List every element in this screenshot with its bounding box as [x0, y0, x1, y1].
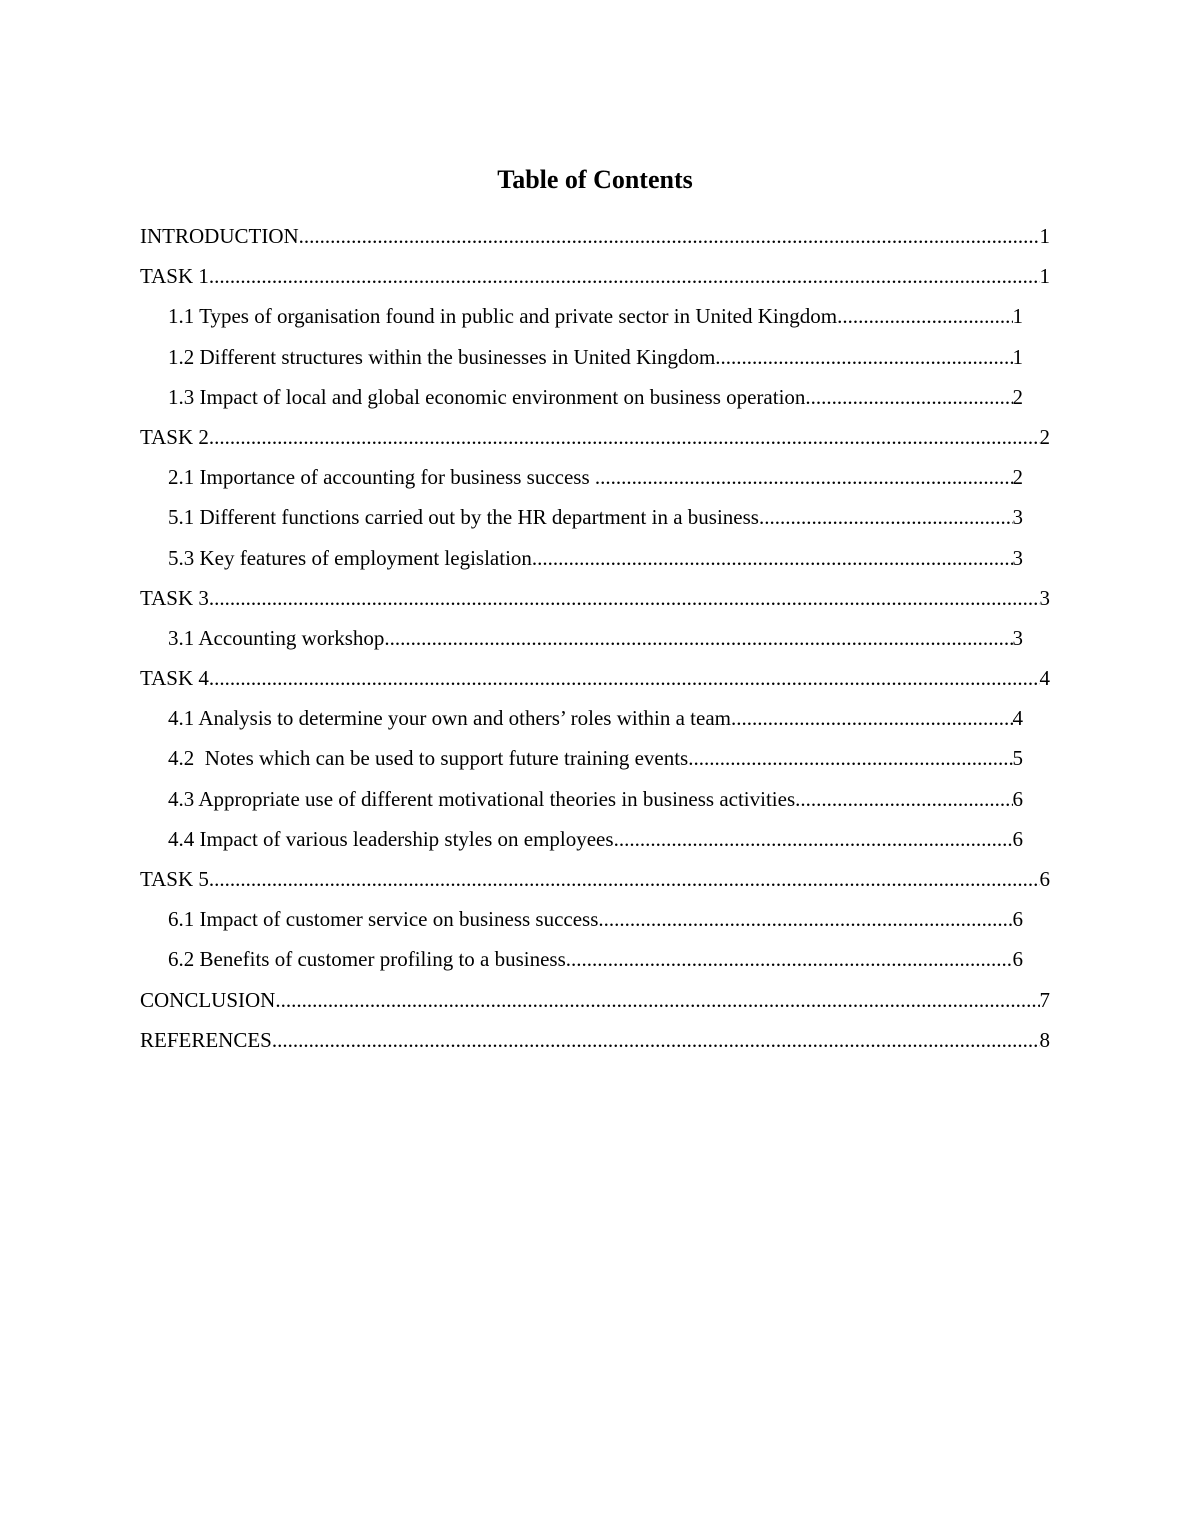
toc-entry-text: 4.2 Notes which can be used to support future training events	[168, 746, 689, 771]
toc-leader-dots	[688, 738, 1012, 778]
toc-entry-task-4[interactable]	[140, 658, 1050, 698]
toc-entry-task-5[interactable]	[140, 859, 1050, 899]
toc-entry-6-1[interactable]	[168, 899, 1023, 939]
toc-list	[0, 216, 1190, 1060]
toc-entry-4-1[interactable]	[168, 698, 1023, 738]
toc-page-number: 6	[1012, 826, 1023, 851]
toc-entry-1-2[interactable]	[168, 337, 1023, 377]
toc-entry-introduction[interactable]	[140, 216, 1050, 256]
toc-page-number: 6	[1012, 907, 1023, 932]
toc-leader-dots	[837, 296, 1012, 336]
toc-page-number: 3	[1012, 505, 1023, 530]
toc-entry-text: 1.3 Impact of local and global economic environment on business operation	[168, 384, 806, 409]
toc-page-number: 2	[1012, 384, 1023, 409]
toc-entry-6-2[interactable]	[168, 939, 1023, 979]
toc-entry-text: TASK 1	[140, 264, 209, 289]
toc-page-number: 2	[1039, 424, 1050, 449]
toc-leader-dots	[805, 377, 1012, 417]
toc-leader-dots	[731, 698, 1013, 738]
toc-leader-dots	[209, 658, 1040, 698]
toc-leader-dots	[715, 337, 1012, 377]
toc-entry-text: 2.1 Importance of accounting for business success	[168, 465, 595, 490]
toc-leader-dots	[209, 859, 1040, 899]
toc-entry-4-4[interactable]	[168, 819, 1023, 859]
toc-entry-text: 1.2 Different structures within the businesses in United Kingdom	[168, 344, 716, 369]
toc-page-number: 4	[1012, 706, 1023, 731]
page-title: Table of Contents	[497, 165, 693, 194]
toc-entry-text: 3.1 Accounting workshop	[168, 625, 385, 650]
toc-entry-text: TASK 2	[140, 424, 209, 449]
toc-page-number: 2	[1012, 465, 1023, 490]
toc-page-number: 6	[1012, 947, 1023, 972]
toc-entry-5-3[interactable]	[168, 538, 1023, 578]
toc-page-number: 1	[1039, 224, 1050, 248]
toc-entry-text: INTRODUCTION	[140, 224, 299, 248]
toc-entry-task-3[interactable]	[140, 578, 1050, 618]
toc-leader-dots	[595, 457, 1013, 497]
toc-entry-2-1[interactable]	[168, 457, 1023, 497]
toc-page-number: 7	[1039, 987, 1050, 1012]
toc-entry-text: TASK 3	[140, 585, 209, 610]
toc-entry-text: 4.3 Appropriate use of different motivational theories in business activities	[168, 786, 796, 811]
toc-page-number: 3	[1012, 625, 1023, 650]
toc-entry-text: 6.2 Benefits of customer profiling to a business	[168, 947, 566, 972]
toc-entry-1-3[interactable]	[168, 377, 1023, 417]
toc-entry-1-1[interactable]	[168, 296, 1023, 336]
toc-entry-5-1[interactable]	[168, 497, 1023, 537]
toc-leader-dots	[614, 819, 1013, 859]
toc-entry-task-1[interactable]	[140, 256, 1050, 296]
toc-leader-dots	[384, 618, 1012, 658]
toc-entry-text: 4.4 Impact of various leadership styles on employees	[168, 826, 614, 851]
toc-entry-text: TASK 5	[140, 867, 209, 891]
toc-entry-conclusion[interactable]	[140, 980, 1050, 1020]
toc-entry-4-3[interactable]	[168, 779, 1023, 819]
toc-leader-dots	[759, 497, 1013, 537]
toc-leader-dots	[275, 980, 1039, 1020]
toc-page-number: 1	[1039, 264, 1050, 289]
toc-entry-text: CONCLUSION	[140, 987, 276, 1012]
toc-page-number: 5	[1012, 746, 1023, 771]
toc-page-number: 3	[1012, 545, 1023, 570]
toc-leader-dots	[598, 899, 1012, 939]
toc-leader-dots	[209, 417, 1040, 457]
toc-leader-dots	[209, 578, 1040, 618]
toc-page-number: 6	[1039, 867, 1050, 891]
toc-entry-4-2[interactable]	[168, 738, 1023, 778]
toc-entry-text: 5.3 Key features of employment legislation	[168, 545, 532, 570]
toc-page-number: 1	[1012, 304, 1023, 329]
toc-entry-text: TASK 4	[140, 666, 209, 691]
toc-leader-dots	[566, 939, 1013, 979]
toc-entry-text: 5.1 Different functions carried out by the HR department in a business	[168, 505, 759, 530]
toc-entry-references[interactable]	[140, 1020, 1050, 1060]
toc-leader-dots	[532, 538, 1013, 578]
toc-entry-3-1[interactable]	[168, 618, 1023, 658]
toc-entry-text: 1.1 Types of organisation found in public and private sector in United Kingdom	[168, 304, 838, 329]
toc-page-number: 3	[1039, 585, 1050, 610]
toc-leader-dots	[209, 256, 1040, 296]
toc-page-number: 6	[1012, 786, 1023, 811]
toc-leader-dots	[795, 779, 1012, 819]
toc-page-number: 1	[1012, 344, 1023, 369]
toc-page-number: 8	[1039, 1027, 1050, 1052]
toc-entry-task-2[interactable]	[140, 417, 1050, 457]
toc-entry-text: REFERENCES	[140, 1027, 272, 1052]
toc-leader-dots	[299, 216, 1040, 256]
toc-entry-text: 6.1 Impact of customer service on business success	[168, 907, 599, 932]
toc-page-number: 4	[1039, 666, 1050, 691]
toc-entry-text: 4.1 Analysis to determine your own and others’ roles within a team	[168, 706, 731, 731]
toc-leader-dots	[272, 1020, 1040, 1060]
